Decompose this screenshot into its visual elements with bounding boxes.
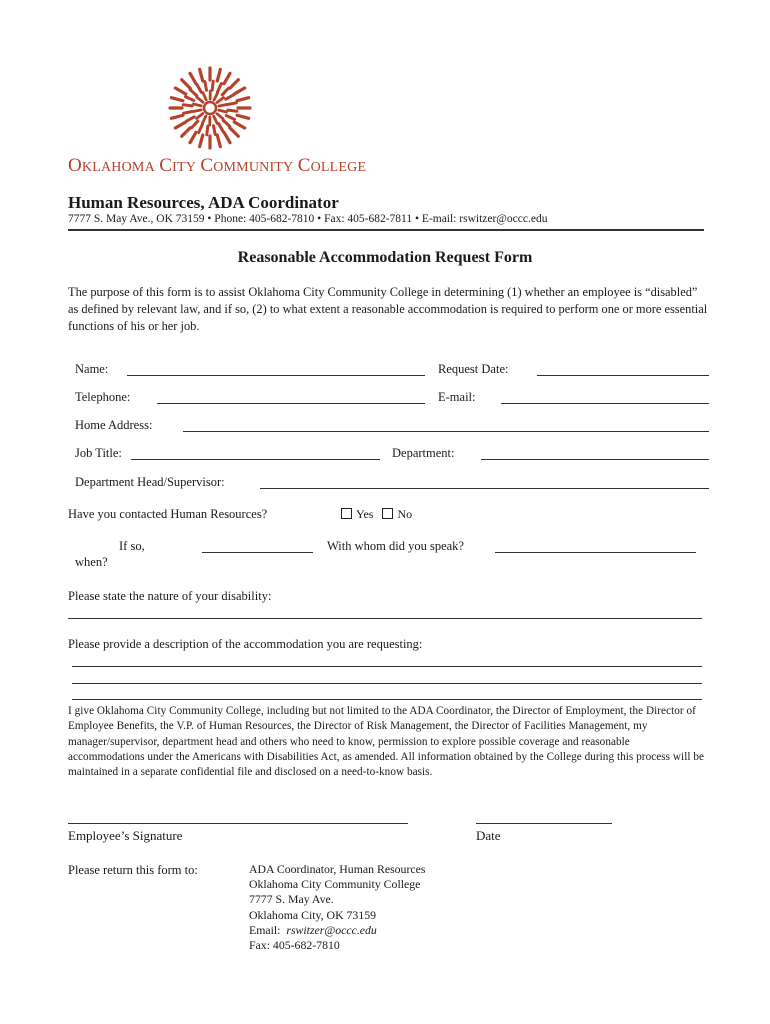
accommodation-prompt: Please provide a description of the accommodation you are requesting: xyxy=(68,637,423,651)
sunburst-ray xyxy=(199,124,203,132)
home-address-label: Home Address: xyxy=(75,418,153,432)
sunburst-ray xyxy=(219,110,227,112)
sunburst-ray xyxy=(212,81,213,90)
consent-paragraph: I give Oklahoma City Community College, including but not limited to the ADA Coordinator, the Director of Employment, the Director of Employee Benefits, the V.P. of Human Resources, the Director of Risk Management, the Director of Facilities Management, my manager/supervisor, department head and others who need to know, permission to explore possible coverage and reasonable accommodations under the Americans with Disabilities Act, as amended. All information obtained by the College during this process will be maintained in a separate confidential file and disclosed on a need-to-know basis. xyxy=(68,705,705,779)
purpose-paragraph: The purpose of this form is to assist Oklahoma City Community College in determining (1) whether an employee is “disabled” as defined by relevant law, and if so, (2) to what extent a reasonable accommodation is required to perform one or more essential functions of his or her job. xyxy=(68,285,708,333)
sunburst-center xyxy=(204,102,216,114)
sunburst-ray xyxy=(193,104,201,106)
sunburst-ray xyxy=(182,128,190,136)
sunburst-ray xyxy=(186,97,194,101)
job-title-field[interactable] xyxy=(131,459,380,460)
sunburst-ray xyxy=(197,97,203,102)
sunburst-ray xyxy=(171,115,183,118)
sunburst-ray xyxy=(234,88,244,94)
sunburst-ray xyxy=(223,120,230,126)
sunburst-ray xyxy=(218,84,222,92)
return-email: rswitzer@occc.edu xyxy=(286,922,377,937)
sunburst-ray xyxy=(193,110,201,112)
yes-label: Yes xyxy=(356,507,374,521)
sunburst-ray xyxy=(237,115,249,118)
job-title-label: Job Title: xyxy=(75,446,122,460)
phone: Phone: 405-682-7810 xyxy=(214,213,315,225)
with-whom-label: With whom did you speak? xyxy=(327,539,464,553)
sunburst-ray xyxy=(219,124,223,132)
when-field[interactable] xyxy=(202,552,313,553)
disability-prompt: Please state the nature of your disability: xyxy=(68,589,272,603)
sunburst-ray xyxy=(190,132,196,142)
date-label: Date xyxy=(476,828,501,843)
accommodation-field-line-2[interactable] xyxy=(72,683,702,684)
sunburst-ray xyxy=(171,98,183,101)
sunburst-ray xyxy=(234,122,244,128)
sunburst-ray xyxy=(217,98,223,103)
sunburst-ray xyxy=(222,88,228,95)
no-label: No xyxy=(397,507,413,521)
header-divider xyxy=(68,229,704,231)
accommodation-field-line-3[interactable] xyxy=(72,699,702,700)
when-label: when? xyxy=(75,555,108,569)
sunburst-ray xyxy=(200,135,203,147)
return-address: ADA Coordinator, Human Resources Oklahoma City Community College 7777 S. May Ave. Oklahoma City, OK 73159 Email: rswitzer@occc.edu Fax: 405-682-7810 xyxy=(249,862,426,953)
email-label: E-mail: xyxy=(438,390,476,404)
sunburst-ray xyxy=(186,117,194,121)
supervisor-label: Department Head/Supervisor: xyxy=(75,475,225,489)
return-label: Please return this form to: xyxy=(68,863,198,877)
sunburst-ray xyxy=(226,116,234,120)
sunburst-ray xyxy=(217,69,220,81)
sunburst-ray xyxy=(200,69,203,81)
sunburst-ray xyxy=(230,128,238,136)
with-whom-field[interactable] xyxy=(495,552,696,553)
contact-line: 7777 S. May Ave., OK 73159 • Phone: 405-682-7810 • Fax: 405-682-7811 • E-mail: rswitzer@occc.edu xyxy=(68,213,548,225)
sunburst-ray xyxy=(175,122,185,128)
sunburst-ray xyxy=(226,95,234,99)
sunburst-ray xyxy=(205,82,207,91)
sunburst-ray xyxy=(217,114,223,119)
sunburst-logo-icon xyxy=(168,66,252,150)
accommodation-field-line-1[interactable] xyxy=(72,666,702,667)
sunburst-ray xyxy=(207,126,208,135)
date-field[interactable] xyxy=(476,823,612,824)
sunburst-ray xyxy=(202,116,206,123)
yes-checkbox[interactable] xyxy=(341,508,352,519)
sunburst-ray xyxy=(214,93,218,100)
name-label: Name: xyxy=(75,362,109,376)
name-field[interactable] xyxy=(127,375,425,376)
supervisor-field[interactable] xyxy=(260,488,709,489)
sunburst-ray xyxy=(228,110,237,111)
sunburst-ray xyxy=(192,121,198,128)
department-title: Human Resources, ADA Coordinator xyxy=(68,193,339,212)
department-label: Department: xyxy=(392,446,455,460)
sunburst-ray xyxy=(183,105,192,106)
request-date-field[interactable] xyxy=(537,375,709,376)
signature-field[interactable] xyxy=(68,823,408,824)
college-wordmark: OKLAHOMA CITY COMMUNITY COLLEGE xyxy=(68,155,367,176)
telephone-field[interactable] xyxy=(157,403,425,404)
sunburst-ray xyxy=(228,103,237,105)
signature-label: Employee’s Signature xyxy=(68,828,183,843)
sunburst-ray xyxy=(175,88,185,94)
sunburst-ray xyxy=(224,132,230,142)
sunburst-ray xyxy=(219,104,227,106)
sunburst-ray xyxy=(182,80,190,88)
sunburst-ray xyxy=(237,98,249,101)
if-so-label: If so, xyxy=(119,539,145,553)
sunburst-ray xyxy=(197,84,201,92)
home-address-field[interactable] xyxy=(183,431,709,432)
form-title: Reasonable Accommodation Request Form xyxy=(237,249,533,266)
sunburst-ray xyxy=(184,111,193,113)
contacted-hr-options xyxy=(341,507,412,522)
sunburst-ray xyxy=(214,116,217,123)
disability-field[interactable] xyxy=(68,618,702,619)
sunburst-ray xyxy=(197,114,203,119)
sunburst-ray xyxy=(217,135,220,147)
no-checkbox[interactable] xyxy=(382,508,393,519)
sunburst-ray xyxy=(230,80,238,88)
request-date-label: Request Date: xyxy=(438,362,509,376)
contacted-hr-question: Have you contacted Human Resources? xyxy=(68,507,268,521)
address: 7777 S. May Ave., OK 73159 xyxy=(68,213,205,225)
sunburst-ray xyxy=(213,126,215,135)
sunburst-ray xyxy=(190,90,197,96)
fax: Fax: 405-682-7811 xyxy=(324,213,413,225)
sunburst-ray xyxy=(203,93,206,100)
email-field[interactable] xyxy=(501,403,709,404)
email: E-mail: rswitzer@occc.edu xyxy=(421,213,548,225)
department-field[interactable] xyxy=(481,459,709,460)
telephone-label: Telephone: xyxy=(75,390,131,404)
sunburst-ray xyxy=(224,73,230,83)
sunburst-ray xyxy=(190,73,196,83)
